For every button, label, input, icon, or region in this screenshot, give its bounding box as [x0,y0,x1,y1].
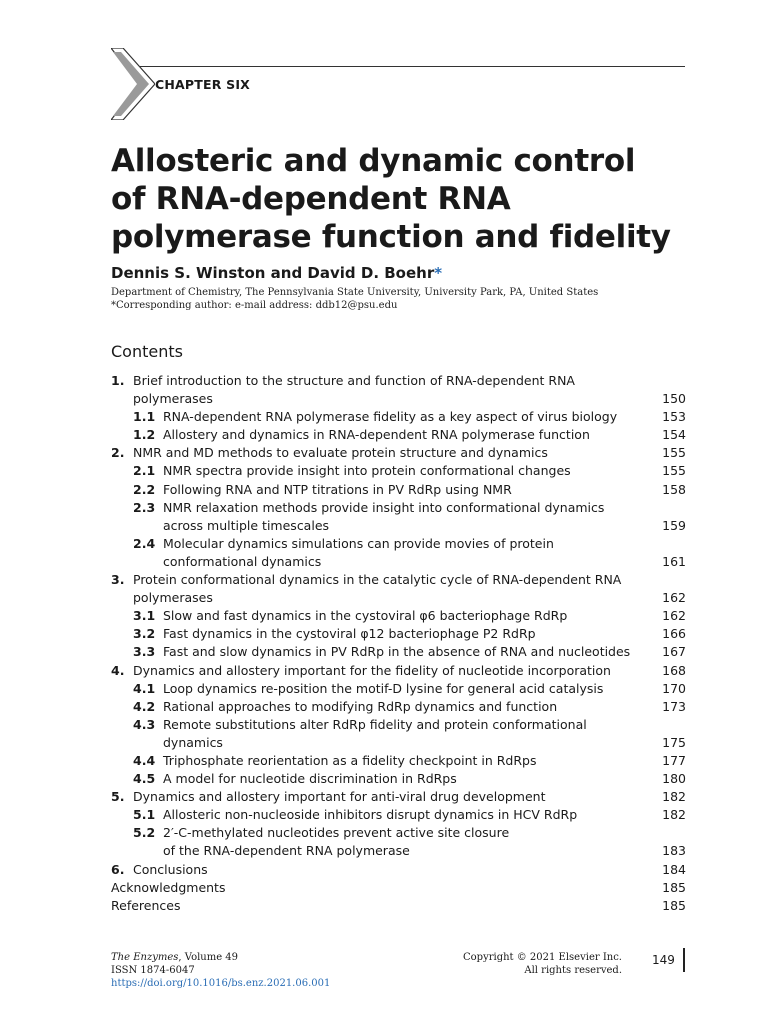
toc-entry-page: 158 [662,481,686,497]
toc-entry-title: Dynamics and allostery important for the fidelity of nucleotide incorporation [133,662,611,678]
toc-entry-title: Fast and slow dynamics in PV RdRp in the absence of RNA and nucleotides [163,644,631,660]
toc-entry-title: conformational dynamics [163,553,322,569]
toc-entry-number: 4.2 [133,698,156,714]
toc-entry-title: NMR relaxation methods provide insight into conformational dynamics [163,499,605,515]
toc-entry-number: 2. [111,445,125,461]
affiliation-department: Department of Chemistry, The Pennsylvania State University, University Park, PA, United States [111,287,599,298]
toc-entry[interactable] [111,734,686,752]
toc-entry-title: Conclusions [133,861,208,877]
toc-entry-title: Loop dynamics re-position the motif-D lysine for general acid catalysis [163,680,604,696]
toc-entry[interactable] [111,716,686,734]
toc-entry-page: 168 [662,662,686,678]
toc-entry-title: RNA-dependent RNA polymerase fidelity as a key aspect of virus biology [163,409,618,425]
toc-entry-title: NMR and MD methods to evaluate protein structure and dynamics [133,445,548,461]
toc-entry-title: Allostery and dynamics in RNA-dependent RNA polymerase function [163,427,590,443]
toc-entry-page: 183 [662,843,686,859]
toc-entry-page: 155 [662,463,686,479]
contents-heading: Contents [111,342,183,361]
toc-entry[interactable] [111,752,686,770]
toc-entry-number: 1.2 [133,427,156,443]
toc-entry[interactable] [111,698,686,716]
toc-entry[interactable] [111,662,686,680]
doi-link[interactable]: https://doi.org/10.1016/bs.enz.2021.06.001 [111,978,331,989]
toc-entry-number: 3. [111,572,125,588]
toc-entry[interactable] [111,589,686,607]
toc-entry-number: 2.2 [133,481,156,497]
toc-entry-page: 154 [662,427,686,443]
toc-entry-number: 2.3 [133,499,156,515]
table-of-contents [111,372,686,915]
toc-entry-number: 4.1 [133,680,156,696]
toc-entry-title: across multiple timescales [163,517,330,533]
toc-entry[interactable] [111,408,686,426]
rights-line: All rights reserved. [524,965,622,976]
toc-entry[interactable] [111,806,686,824]
toc-entry[interactable] [111,897,686,915]
toc-entry-number: 5.1 [133,807,156,823]
toc-entry-page: 184 [662,861,686,877]
toc-entry-page: 166 [662,626,686,642]
chapter-label: CHAPTER SIX [155,77,251,92]
toc-entry-title: polymerases [133,391,213,407]
toc-entry[interactable] [111,770,686,788]
toc-entry[interactable] [111,625,686,643]
toc-entry-page: 159 [662,517,686,533]
toc-entry[interactable] [111,788,686,806]
chapter-title [111,142,711,256]
toc-entry-title: 2′-C-methylated nucleotides prevent active site closure [163,825,510,841]
toc-entry-title: Following RNA and NTP titrations in PV RdRp using NMR [163,481,512,497]
toc-entry-title: References [111,897,181,913]
corresponding-author: *Corresponding author: e-mail address: ddb12@psu.edu [111,300,398,311]
corresponding-asterisk-link[interactable]: * [434,264,443,282]
toc-entry[interactable] [111,861,686,879]
journal-name: The Enzymes [111,952,179,963]
toc-entry-page: 182 [662,789,686,805]
toc-entry-number: 1.1 [133,409,156,425]
toc-entry-number: 3.2 [133,626,156,642]
toc-entry[interactable] [111,571,686,589]
toc-entry-title: Triphosphate reorientation as a fidelity checkpoint in RdRps [163,752,537,768]
toc-entry[interactable] [111,607,686,625]
toc-entry-number: 4.4 [133,752,156,768]
toc-entry[interactable] [111,481,686,499]
affiliation [111,286,598,312]
toc-entry-page: 150 [662,391,686,407]
toc-entry-title: A model for nucleotide discrimination in RdRps [163,771,457,787]
author-names: Dennis S. Winston and David D. Boehr [111,264,435,282]
toc-entry[interactable] [111,553,686,571]
toc-entry-title: Brief introduction to the structure and function of RNA-dependent RNA [133,373,575,388]
title-line: polymerase function and fidelity [111,219,671,255]
title-line: of RNA-dependent RNA [111,181,511,217]
toc-entry-page: 177 [662,752,686,768]
toc-entry[interactable] [111,517,686,535]
toc-entry-number: 2.4 [133,535,156,551]
toc-entry-page: 162 [662,608,686,624]
toc-entry[interactable] [111,643,686,661]
toc-entry-page: 180 [662,771,686,787]
toc-entry-number: 1. [111,373,125,388]
toc-entry-title: Fast dynamics in the cystoviral φ12 bacteriophage P2 RdRp [163,626,536,642]
toc-entry-page: 167 [662,644,686,660]
toc-entry-page: 161 [662,553,686,569]
toc-entry-page: 185 [662,897,686,913]
toc-entry-number: 3.1 [133,608,156,624]
toc-entry-title: Remote substitutions alter RdRp fidelity and protein conformational [163,716,587,732]
footer-copyright [430,951,622,977]
toc-entry[interactable] [111,390,686,408]
toc-entry-page: 170 [662,680,686,696]
toc-entry-title: Slow and fast dynamics in the cystoviral φ6 bacteriophage RdRp [163,608,568,624]
toc-entry-page: 155 [662,445,686,461]
toc-entry[interactable] [111,879,686,897]
toc-entry[interactable] [111,499,686,517]
toc-entry[interactable] [111,372,686,390]
toc-entry-page: 173 [662,698,686,714]
toc-entry-title: Dynamics and allostery important for anti-viral drug development [133,789,546,805]
toc-entry-title: Molecular dynamics simulations can provide movies of protein [163,535,554,551]
toc-entry[interactable] [111,842,686,860]
title-line: Allosteric and dynamic control [111,143,636,179]
page-number-rule [683,948,685,972]
toc-entry-title: Acknowledgments [111,879,226,895]
toc-entry[interactable] [111,824,686,842]
toc-entry-number: 5.2 [133,825,156,841]
toc-entry-title: dynamics [163,734,223,750]
toc-entry-number: 4.3 [133,716,156,732]
toc-entry[interactable] [111,462,686,480]
footer-citation [111,951,330,990]
toc-entry-page: 185 [662,879,686,895]
toc-entry[interactable] [111,426,686,444]
journal-volume: , Volume 49 [178,952,239,963]
page-number: 149 [652,953,675,967]
toc-entry-number: 2.1 [133,463,156,479]
toc-entry-title: Allosteric non-nucleoside inhibitors disrupt dynamics in HCV RdRp [163,807,578,823]
toc-entry-title: of the RNA-dependent RNA polymerase [163,843,410,859]
toc-entry-page: 182 [662,807,686,823]
chapter-rule [140,66,685,67]
toc-entry-title: NMR spectra provide insight into protein conformational changes [163,463,571,479]
toc-entry-number: 4. [111,662,125,678]
toc-entry[interactable] [111,535,686,553]
toc-entry-number: 4.5 [133,771,156,787]
toc-entry-title: Rational approaches to modifying RdRp dynamics and function [163,698,558,714]
toc-entry-page: 162 [662,590,686,606]
author-list [111,264,442,282]
toc-entry-title: Protein conformational dynamics in the catalytic cycle of RNA-dependent RNA [133,572,622,588]
issn: ISSN 1874-6047 [111,965,195,976]
toc-entry-number: 6. [111,861,125,877]
toc-entry-number: 5. [111,789,125,805]
toc-entry-page: 175 [662,734,686,750]
toc-entry[interactable] [111,680,686,698]
chapter-chevron-icon [111,48,155,120]
copyright-line: Copyright © 2021 Elsevier Inc. [463,952,622,963]
toc-entry-title: polymerases [133,590,213,606]
toc-entry-number: 3.3 [133,644,156,660]
toc-entry[interactable] [111,444,686,462]
toc-entry-page: 153 [662,409,686,425]
